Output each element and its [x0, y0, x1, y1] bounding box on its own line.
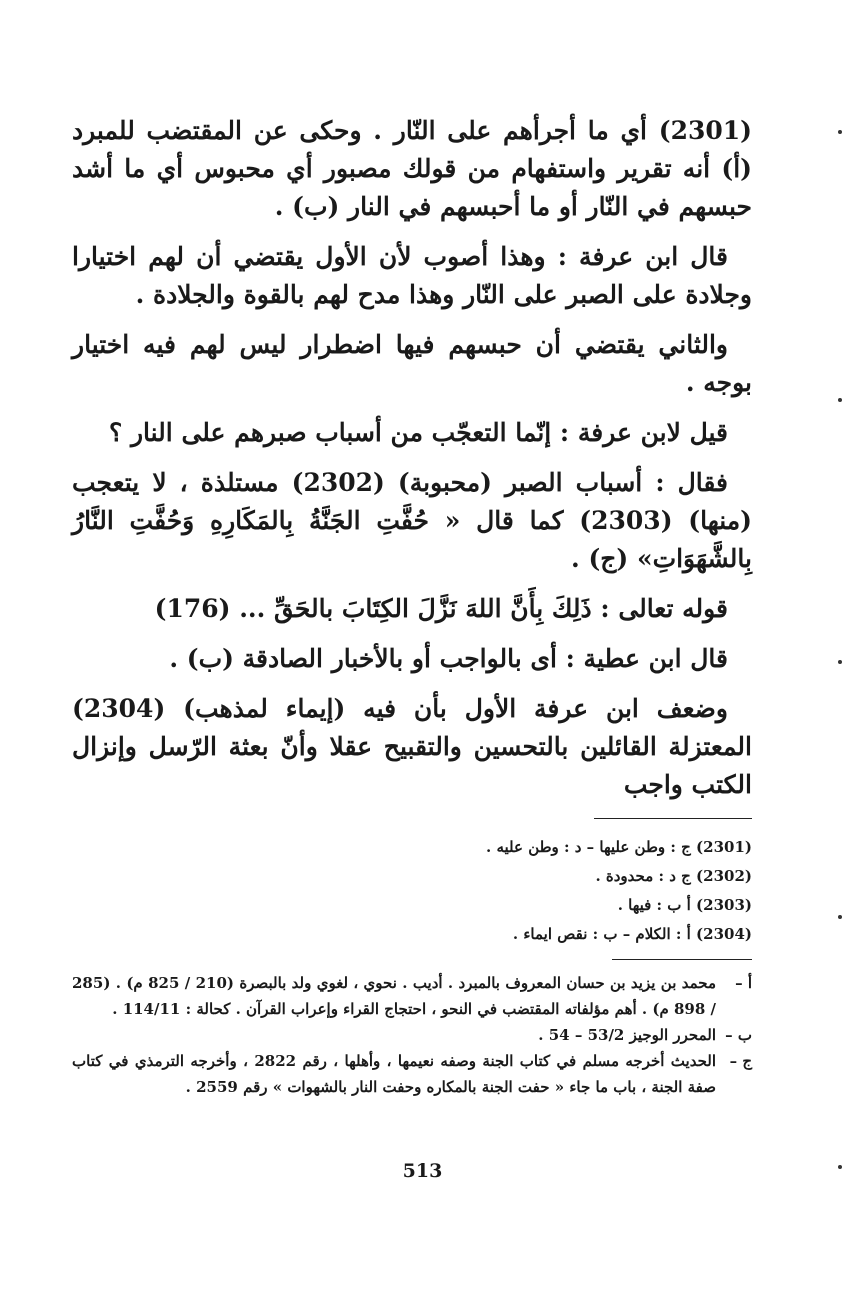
scan-speck	[838, 915, 842, 919]
reference-text: الحديث أخرجه مسلم في كتاب الجنة وصفه نعيمها ، وأهلها ، رقم 2822 ، وأخرجه الترمذي في كتاب صفة الجنة ، باب ما جاء « حفت الجنة بالمكاره وحفت النار بالشهوات » رقم 2559 .	[72, 1052, 716, 1096]
quran-verse: قوله تعالى : ذَلِكَ بِأَنَّ اللهَ نَزَّلَ الكِتَابَ بالحَقِّ ... (176)	[154, 594, 728, 623]
paragraph: قال ابن عطية : أى بالواجب أو بالأخبار الصادقة (ب) .	[169, 644, 728, 673]
footnote: (2301) ج : وطن عليها – د : وطن عليه .	[486, 838, 752, 856]
paragraph: (2301) أي ما أجرأهم على النّار . وحكى عن المقتضب للمبرد (أ) أنه تقرير واستفهام من قولك مصبور أي محبوس أي ما أشد حبسهم في النّار أو ما أحبسهم في النار (ب) .	[72, 116, 752, 221]
scan-speck	[838, 398, 842, 402]
footnotes	[72, 833, 752, 949]
footnote: (2303) أ ب : فيها .	[617, 896, 752, 914]
scan-speck	[838, 660, 842, 664]
reference-text: محمد بن يزيد بن حسان المعروف بالمبرد . أديب . نحوي ، لغوي ولد بالبصرة (210 / 825 م) . (285 / 898 م) . أهم مؤلفاته المقتضب في النحو ، احتجاج القراء وإعراب القرآن . كحالة : 114/11 .	[72, 974, 716, 1018]
reference-mark: أ –	[735, 974, 752, 992]
references	[72, 970, 752, 1100]
page-number: 513	[402, 1160, 443, 1182]
main-text	[72, 112, 752, 804]
paragraph: قال ابن عرفة : وهذا أصوب لأن الأول يقتضي أن لهم اختيارا وجلادة على الصبر على النّار وهذا مدح لهم بالقوة والجلادة .	[72, 242, 752, 309]
paragraph: والثاني يقتضي أن حبسهم فيها اضطرار ليس لهم فيه اختيار بوجه .	[72, 330, 752, 397]
reference-entry	[72, 1048, 752, 1100]
references-divider	[612, 959, 752, 960]
reference-mark: ب –	[725, 1026, 752, 1044]
scan-speck	[838, 1165, 842, 1169]
footnote: (2302) ج د : محدودة .	[595, 867, 752, 885]
footnote-divider	[594, 818, 752, 819]
reference-text: المحرر الوجيز 53/2 – 54 .	[538, 1026, 716, 1044]
paragraph: فقال : أسباب الصبر (محبوبة) (2302) مستلذة ، لا يتعجب (منها) (2303) كما قال « حُفَّتِ الجَنَّةُ بِالمَكَارِهِ وَحُفَّتِ النَّارُ بِالشَّهَوَاتِ» (ج) .	[72, 468, 753, 573]
page-body	[72, 112, 752, 1100]
paragraph: قيل لابن عرفة : إنّما التعجّب من أسباب صبرهم على النار ؟	[108, 418, 728, 447]
reference-mark: ج –	[729, 1052, 752, 1070]
paragraph: وضعف ابن عرفة الأول بأن فيه (إيماء لمذهب) (2304) المعتزلة القائلين بالتحسين والتقبيح عقلا وأنّ بعثة الرّسل وإنزال الكتب واجب	[72, 694, 752, 799]
footnote: (2304) أ : الكلام – ب : نقص ايماء .	[512, 925, 752, 943]
reference-entry	[72, 970, 752, 1022]
reference-entry	[72, 1022, 752, 1048]
scan-speck	[838, 130, 842, 134]
